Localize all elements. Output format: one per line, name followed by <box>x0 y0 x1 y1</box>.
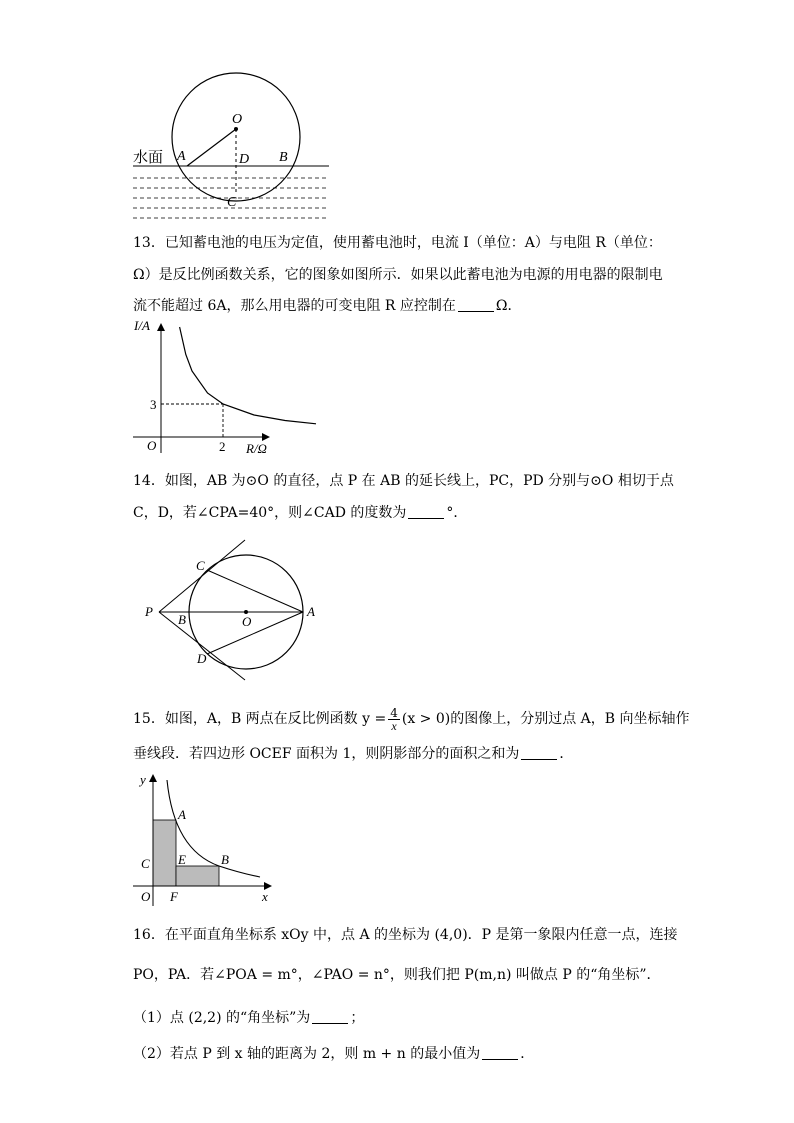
answer-blank[interactable] <box>458 297 494 312</box>
answer-blank[interactable] <box>482 1045 518 1060</box>
label-F: F <box>170 889 178 904</box>
label-x: x <box>262 889 268 904</box>
label-y: y <box>140 772 146 787</box>
q15-number: 15． <box>133 711 165 727</box>
q13-line1: 13．已知蓄电池的电压为定值，使用蓄电池时，电流 I（单位：A）与电阻 R（单位： <box>133 235 662 251</box>
label-D: D <box>197 651 207 666</box>
label-O: O <box>141 889 151 904</box>
label-B: B <box>221 852 229 867</box>
label-E: E <box>178 852 186 867</box>
inverse-function-figure <box>130 770 280 910</box>
answer-blank[interactable] <box>312 1009 348 1024</box>
label-O: O <box>232 112 243 127</box>
label-C: C <box>141 856 150 871</box>
q16-part2: （2）若点 P 到 x 轴的距离为 2，则 m + n 的最小值为 ． <box>133 1046 535 1062</box>
answer-blank[interactable] <box>521 745 557 760</box>
label-A: A <box>307 604 315 619</box>
label-B: B <box>178 612 186 627</box>
x-axis-label: R/Ω <box>246 441 267 456</box>
q15-line2: 垂线段．若四边形 OCEF 面积为 1，则阴影部分的面积之和为 ． <box>133 746 574 762</box>
label-water: 水面 <box>133 148 164 166</box>
series-line <box>180 327 316 424</box>
label-A: A <box>178 807 186 822</box>
label-P: P <box>145 604 153 619</box>
fraction: $\frac{4}{x}$ <box>390 705 398 733</box>
q14-line1: 14．如图，AB 为⊙O 的直径，点 P 在 AB 的延长线上，PC，PD 分别与⊙O 相切于点 <box>133 473 674 489</box>
q13-chart <box>130 318 280 458</box>
y-tick-label: 3 <box>150 397 157 412</box>
origin-label: O <box>147 438 157 453</box>
q16-number: 16． <box>133 927 165 943</box>
label-A: A <box>177 149 186 164</box>
q13-line3: 流不能超过 6A，那么用电器的可变电阻 R 应控制在 Ω． <box>133 298 522 314</box>
x-tick-label: 2 <box>219 439 226 454</box>
q16-line1: 16．在平面直角坐标系 xOy 中，点 A 的坐标为 (4,0)．P 是第一象限内任意一点，连接 <box>133 927 678 943</box>
answer-blank[interactable] <box>408 504 444 519</box>
label-C: C <box>227 195 237 210</box>
label-C: C <box>196 558 205 573</box>
q16-part1: （1）点 (2,2) 的“角坐标”为 ； <box>133 1010 365 1026</box>
q13-number: 13． <box>133 235 165 251</box>
q14-number: 14． <box>133 473 165 489</box>
q15-line1: 15．如图，A，B 两点在反比例函数 y = $\frac{4}{x}$ (x > 0)的图像上，分别过点 A，B 向坐标轴作 <box>133 705 690 733</box>
y-axis-label: I/A <box>134 318 150 333</box>
q16-line2: PO，PA．若∠POA = m°，∠PAO = n°，则我们把 P(m,n) 叫做点 P 的“角坐标”． <box>133 967 661 983</box>
tangent-circle-figure <box>140 540 330 680</box>
label-O: O <box>242 614 252 629</box>
label-D: D <box>239 152 250 167</box>
label-B: B <box>279 150 288 165</box>
circle-water-figure <box>125 62 335 227</box>
q14-line2: C，D，若∠CPA=40°，则∠CAD 的度数为 °． <box>133 505 468 521</box>
q13-line2: Ω）是反比例函数关系，它的图象如图所示．如果以此蓄电池为电源的用电器的限制电 <box>133 267 663 283</box>
